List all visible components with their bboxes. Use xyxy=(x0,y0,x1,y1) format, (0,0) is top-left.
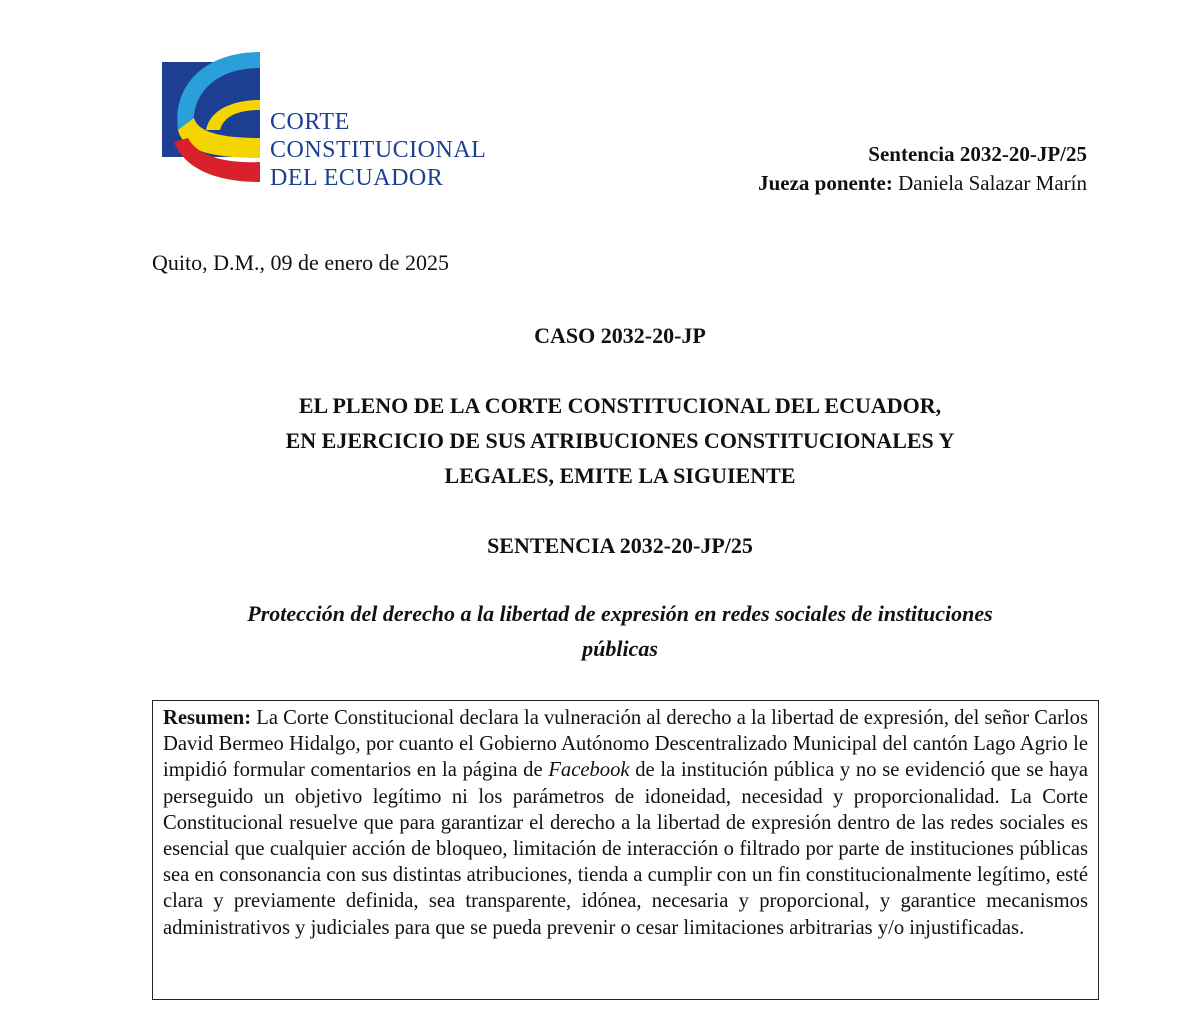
logo-line-1: CORTE xyxy=(270,109,350,135)
document-subtitle xyxy=(150,596,1090,666)
subtitle-line-1: Protección del derecho a la libertad de expresión en redes sociales de instituciones xyxy=(247,601,993,626)
logo-line-3: DEL ECUADOR xyxy=(270,165,444,191)
jueza-label: Jueza ponente: xyxy=(758,171,893,195)
pleno-line-2: EN EJERCICIO DE SUS ATRIBUCIONES CONSTITUCIONALES Y xyxy=(285,428,955,453)
sentencia-title: SENTENCIA 2032-20-JP/25 xyxy=(487,533,753,558)
court-emblem-icon xyxy=(160,50,270,198)
subtitle-line-2: públicas xyxy=(582,636,658,661)
jueza-line xyxy=(758,169,1087,198)
pleno-line-1: EL PLENO DE LA CORTE CONSTITUCIONAL DEL ECUADOR, xyxy=(298,393,942,418)
logo-line-2: CONSTITUCIONAL xyxy=(270,137,487,163)
summary-text-part-2: de la institución pública y no se evidenció que se haya perseguido un objetivo legítimo ni los parámetros de idoneidad, necesidad y proporcionalidad. La Corte Constitucional resuelve que para garantizar el derecho a la libertad de expresión dentro de las redes sociales es esencial que cualquier acción de bloqueo, limitación de interacción o filtrado por parte de instituciones públicas sea en consonancia con sus distintas atribuciones, tienda a cumplir con un fin constitucionalmente legítimo, esté clara y previamente definida, sea transparente, idónea, necesaria y proporcional, y garantice mecanismos administrativos y judiciales para que se pueda prevenir o cesar limitaciones arbitrarias y/o injustificadas. xyxy=(163,759,1089,939)
summary-facebook-term: Facebook xyxy=(548,759,630,782)
document-date: Quito, D.M., 09 de enero de 2025 xyxy=(152,250,449,275)
summary-text-part-1: La Corte Constitucional declara la vulneración al derecho a la libertad de expresión, del señor Carlos David Bermeo Hidalgo, por cuanto el Gobierno Autónomo Descentralizado Municipal del cantón Lago Agrio le impidió formular comentarios en la página de xyxy=(163,707,1088,782)
pleno-heading xyxy=(60,388,1180,493)
summary-label: Resumen: xyxy=(163,707,252,729)
case-number: CASO 2032-20-JP xyxy=(534,323,706,348)
case-header xyxy=(758,140,1087,198)
summary-box xyxy=(152,700,1099,1000)
jueza-name: Daniela Salazar Marín xyxy=(898,171,1087,195)
sentencia-reference: Sentencia 2032-20-JP/25 xyxy=(868,142,1087,166)
pleno-line-3: LEGALES, EMITE LA SIGUIENTE xyxy=(444,463,796,488)
court-logo xyxy=(160,50,520,198)
